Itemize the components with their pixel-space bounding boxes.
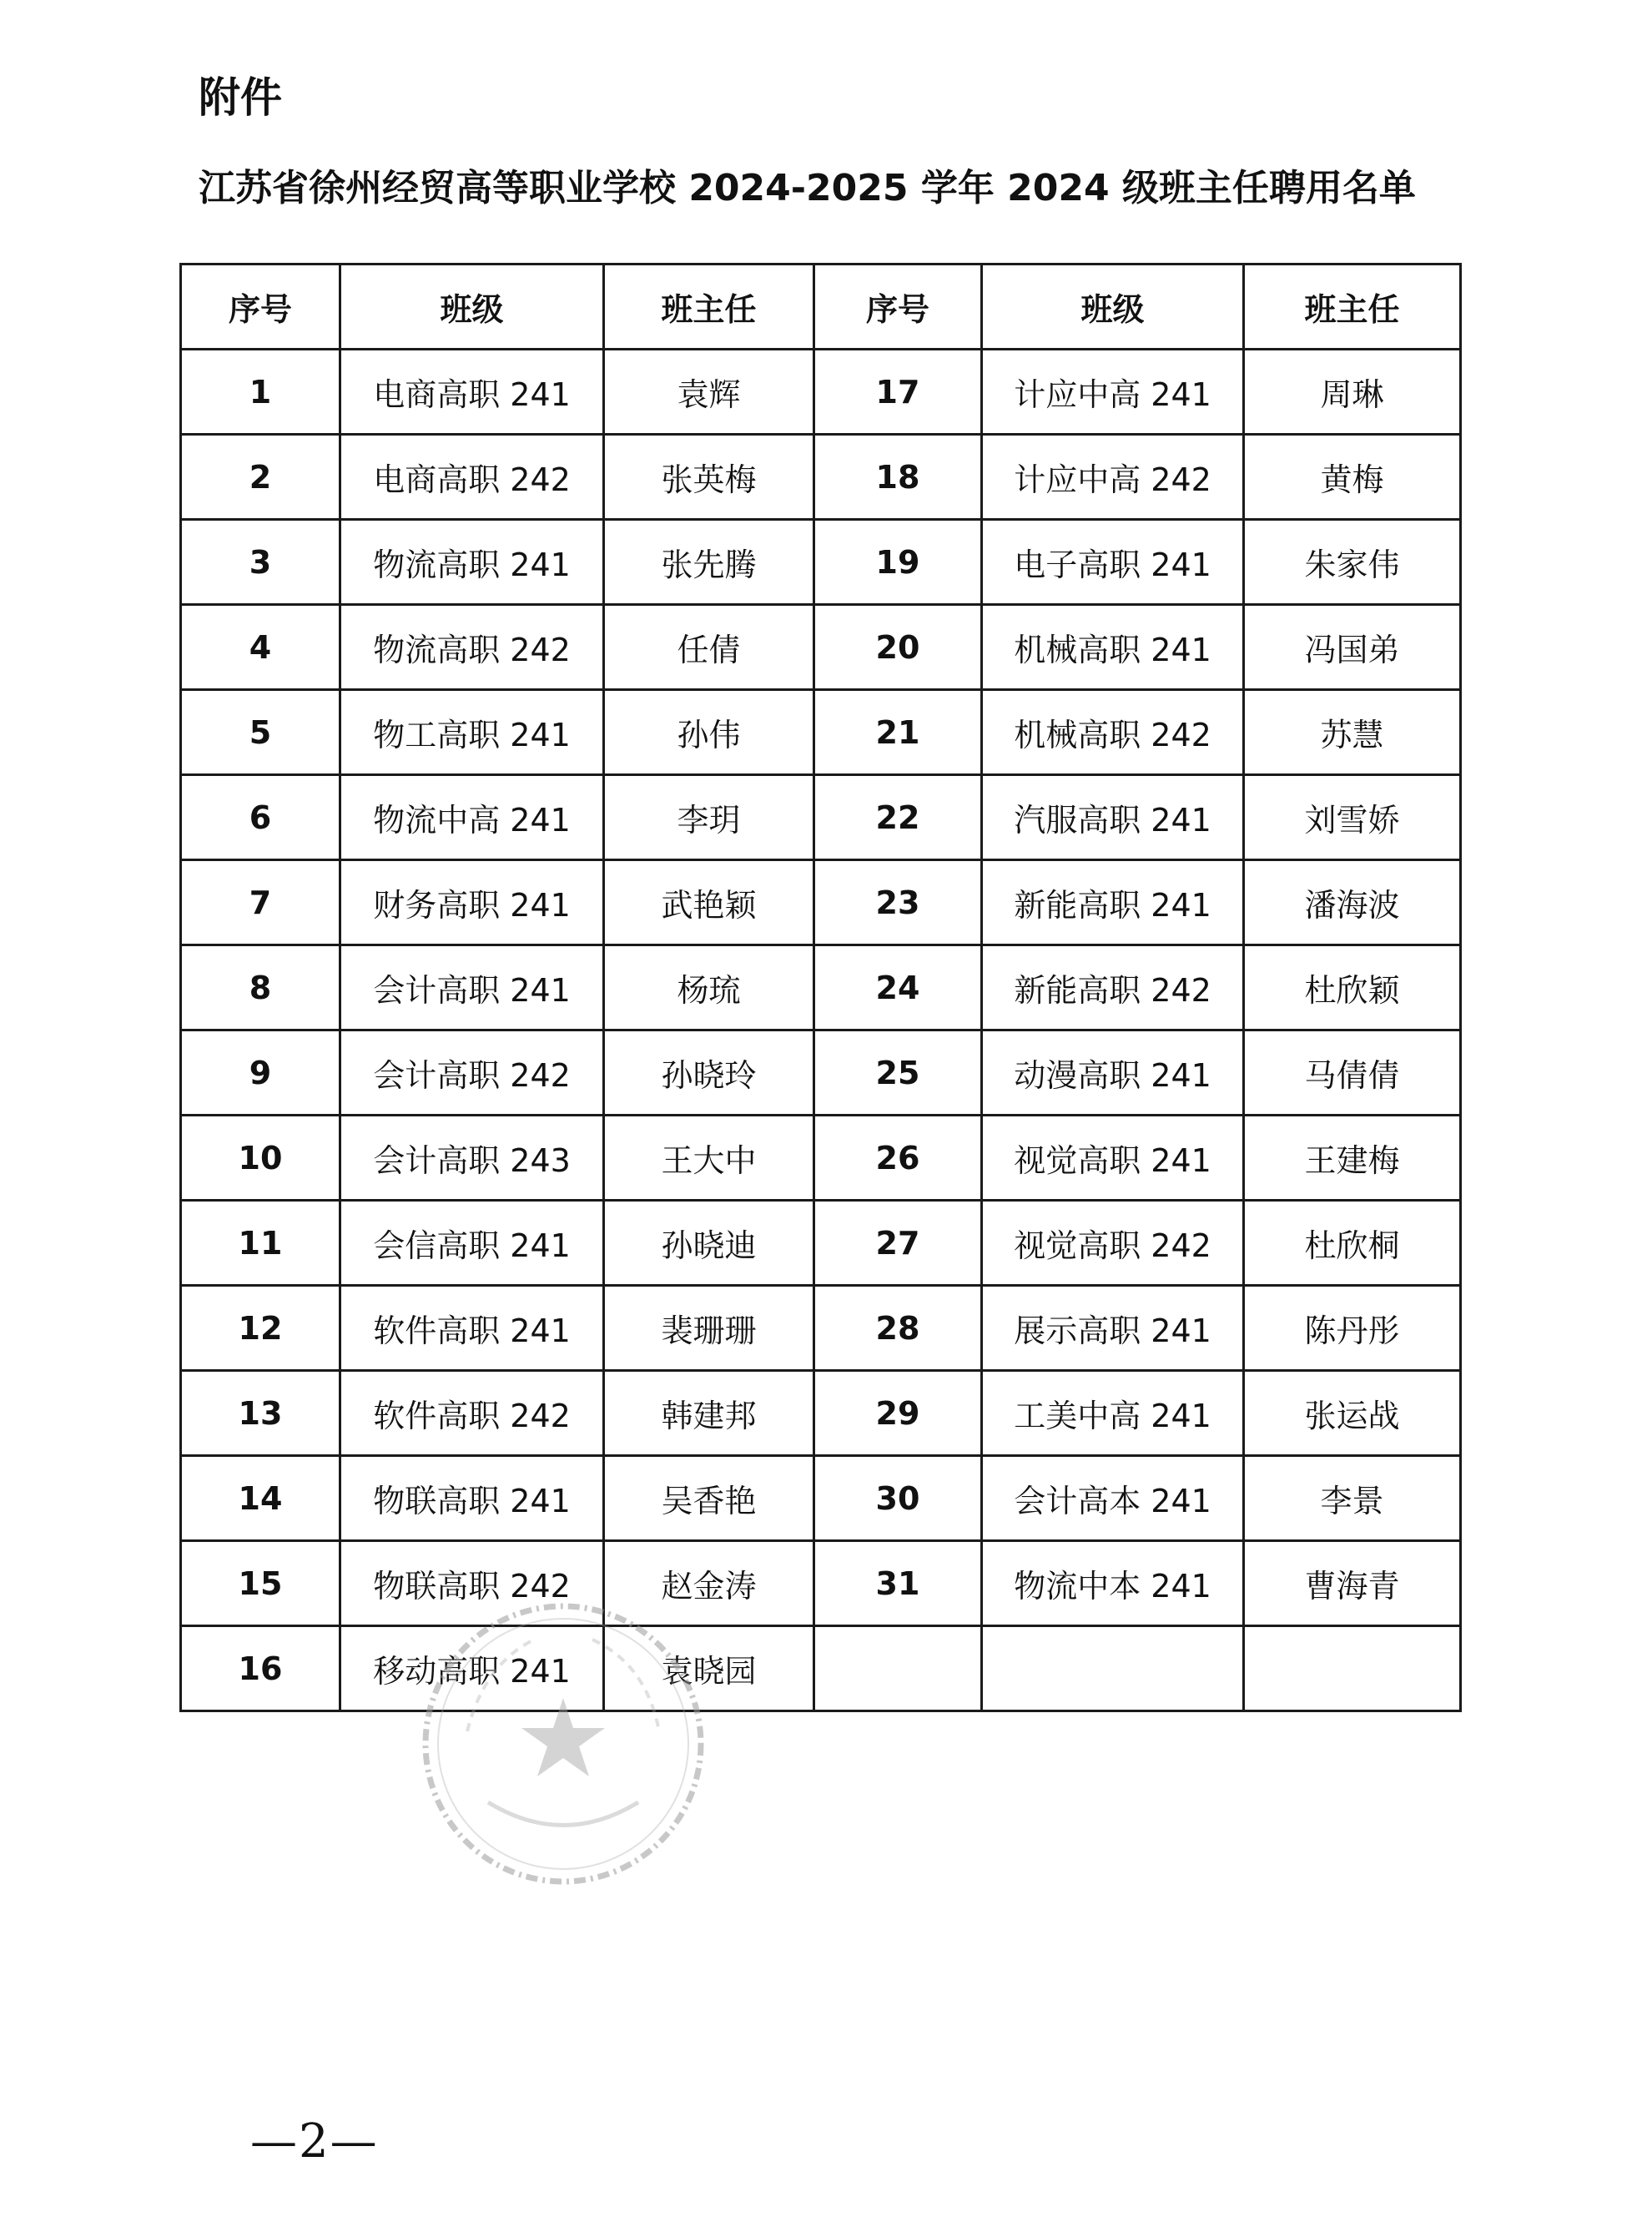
cell-serial-right: 18 [814, 435, 982, 520]
cell-class-right: 计应中高 241 [982, 350, 1244, 435]
table-row [181, 1286, 1461, 1371]
cell-serial-left: 8 [181, 945, 340, 1030]
cell-class-right: 电子高职 241 [982, 520, 1244, 605]
cell-class-right: 新能高职 241 [982, 860, 1244, 945]
cell-serial-left: 7 [181, 860, 340, 945]
cell-class-left: 物流高职 241 [340, 520, 604, 605]
header-teacher-right: 班主任 [1244, 265, 1461, 350]
cell-serial-right: 17 [814, 350, 982, 435]
cell-class-left: 软件高职 242 [340, 1371, 604, 1456]
cell-teacher-right: 曹海青 [1244, 1541, 1461, 1626]
cell-teacher-left: 裴珊珊 [604, 1286, 814, 1371]
cell-teacher-left: 张英梅 [604, 435, 814, 520]
head-teacher-roster-table [179, 263, 1462, 1712]
cell-teacher-right: 周琳 [1244, 350, 1461, 435]
cell-class-right: 展示高职 241 [982, 1286, 1244, 1371]
cell-teacher-left: 袁晓园 [604, 1626, 814, 1711]
cell-serial-left: 11 [181, 1201, 340, 1286]
cell-class-right [982, 1626, 1244, 1711]
cell-class-right: 视觉高职 242 [982, 1201, 1244, 1286]
cell-class-right: 视觉高职 241 [982, 1116, 1244, 1201]
cell-serial-left: 10 [181, 1116, 340, 1201]
cell-teacher-right: 杜欣颖 [1244, 945, 1461, 1030]
cell-serial-right: 22 [814, 775, 982, 860]
cell-serial-right: 21 [814, 690, 982, 775]
table-header-row [181, 265, 1461, 350]
cell-teacher-right: 潘海波 [1244, 860, 1461, 945]
cell-teacher-right: 马倩倩 [1244, 1030, 1461, 1116]
cell-teacher-left: 杨琉 [604, 945, 814, 1030]
cell-serial-left: 3 [181, 520, 340, 605]
cell-teacher-left: 李玥 [604, 775, 814, 860]
cell-serial-left: 15 [181, 1541, 340, 1626]
table-row [181, 1541, 1461, 1626]
cell-teacher-right: 刘雪娇 [1244, 775, 1461, 860]
table-row [181, 945, 1461, 1030]
cell-class-right: 机械高职 241 [982, 605, 1244, 690]
cell-serial-right: 25 [814, 1030, 982, 1116]
cell-serial-right: 23 [814, 860, 982, 945]
cell-serial-right: 30 [814, 1456, 982, 1541]
cell-teacher-left: 吴香艳 [604, 1456, 814, 1541]
cell-teacher-left: 武艳颖 [604, 860, 814, 945]
cell-serial-left: 12 [181, 1286, 340, 1371]
cell-class-left: 物联高职 241 [340, 1456, 604, 1541]
cell-teacher-left: 赵金涛 [604, 1541, 814, 1626]
cell-class-left: 电商高职 242 [340, 435, 604, 520]
table-row [181, 1371, 1461, 1456]
cell-teacher-left: 孙伟 [604, 690, 814, 775]
header-class-right: 班级 [982, 265, 1244, 350]
table-body [181, 350, 1461, 1711]
cell-serial-left: 6 [181, 775, 340, 860]
cell-class-right: 动漫高职 241 [982, 1030, 1244, 1116]
cell-teacher-right: 杜欣桐 [1244, 1201, 1461, 1286]
cell-serial-left: 2 [181, 435, 340, 520]
table-row [181, 435, 1461, 520]
cell-serial-left: 5 [181, 690, 340, 775]
cell-serial-left: 4 [181, 605, 340, 690]
cell-teacher-right [1244, 1626, 1461, 1711]
cell-class-left: 会计高职 242 [340, 1030, 604, 1116]
cell-class-left: 软件高职 241 [340, 1286, 604, 1371]
cell-teacher-left: 孙晓迪 [604, 1201, 814, 1286]
cell-teacher-right: 李景 [1244, 1456, 1461, 1541]
cell-class-left: 物流中高 241 [340, 775, 604, 860]
cell-serial-left: 9 [181, 1030, 340, 1116]
cell-class-right: 汽服高职 241 [982, 775, 1244, 860]
cell-teacher-right: 张运战 [1244, 1371, 1461, 1456]
cell-teacher-left: 孙晓玲 [604, 1030, 814, 1116]
table-row [181, 775, 1461, 860]
header-serial-left: 序号 [181, 265, 340, 350]
cell-class-right: 新能高职 242 [982, 945, 1244, 1030]
cell-class-left: 物联高职 242 [340, 1541, 604, 1626]
cell-teacher-right: 朱家伟 [1244, 520, 1461, 605]
header-teacher-left: 班主任 [604, 265, 814, 350]
table-row [181, 1116, 1461, 1201]
cell-class-left: 电商高职 241 [340, 350, 604, 435]
header-serial-right: 序号 [814, 265, 982, 350]
cell-teacher-left: 袁辉 [604, 350, 814, 435]
table-row [181, 690, 1461, 775]
table-row [181, 520, 1461, 605]
cell-serial-right: 24 [814, 945, 982, 1030]
header-class-left: 班级 [340, 265, 604, 350]
table-row [181, 1626, 1461, 1711]
cell-class-left: 会计高职 243 [340, 1116, 604, 1201]
cell-class-right: 会计高本 241 [982, 1456, 1244, 1541]
cell-teacher-left: 任倩 [604, 605, 814, 690]
cell-class-left: 会信高职 241 [340, 1201, 604, 1286]
cell-serial-right [814, 1626, 982, 1711]
cell-serial-left: 14 [181, 1456, 340, 1541]
cell-serial-right: 26 [814, 1116, 982, 1201]
cell-teacher-right: 王建梅 [1244, 1116, 1461, 1201]
cell-class-right: 工美中高 241 [982, 1371, 1244, 1456]
cell-class-right: 物流中本 241 [982, 1541, 1244, 1626]
cell-teacher-right: 陈丹彤 [1244, 1286, 1461, 1371]
cell-class-left: 物流高职 242 [340, 605, 604, 690]
cell-serial-right: 28 [814, 1286, 982, 1371]
cell-class-right: 机械高职 242 [982, 690, 1244, 775]
cell-teacher-left: 王大中 [604, 1116, 814, 1201]
cell-serial-right: 19 [814, 520, 982, 605]
document-title: 江苏省徐州经贸高等职业学校 2024-2025 学年 2024 级班主任聘用名单 [199, 167, 1416, 209]
table-row [181, 350, 1461, 435]
attachment-label: 附件 [199, 73, 282, 122]
cell-teacher-right: 苏慧 [1244, 690, 1461, 775]
cell-teacher-left: 韩建邦 [604, 1371, 814, 1456]
cell-serial-right: 27 [814, 1201, 982, 1286]
cell-teacher-right: 冯国弟 [1244, 605, 1461, 690]
cell-serial-left: 13 [181, 1371, 340, 1456]
cell-class-left: 财务高职 241 [340, 860, 604, 945]
cell-class-left: 物工高职 241 [340, 690, 604, 775]
table-row [181, 1030, 1461, 1116]
cell-class-left: 会计高职 241 [340, 945, 604, 1030]
table-row [181, 1201, 1461, 1286]
cell-class-left: 移动高职 241 [340, 1626, 604, 1711]
cell-teacher-left: 张先腾 [604, 520, 814, 605]
cell-class-right: 计应中高 242 [982, 435, 1244, 520]
cell-serial-left: 1 [181, 350, 340, 435]
page-number: —2— [250, 2114, 379, 2169]
cell-serial-right: 31 [814, 1541, 982, 1626]
table-row [181, 860, 1461, 945]
cell-serial-right: 29 [814, 1371, 982, 1456]
cell-teacher-right: 黄梅 [1244, 435, 1461, 520]
table-row [181, 1456, 1461, 1541]
cell-serial-left: 16 [181, 1626, 340, 1711]
cell-serial-right: 20 [814, 605, 982, 690]
table-row [181, 605, 1461, 690]
